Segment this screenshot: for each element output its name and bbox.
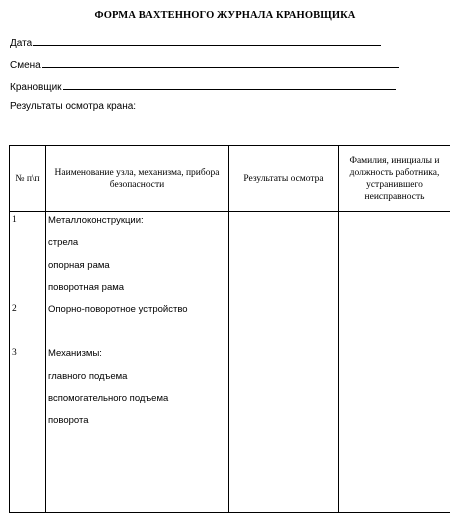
- num-column-cell: [10, 212, 46, 513]
- shift-label: Смена: [10, 60, 41, 71]
- table-body-row: [10, 212, 450, 513]
- node-name-column-cell: [46, 212, 229, 513]
- date-label: Дата: [10, 38, 32, 49]
- header-num: № п\п: [10, 146, 46, 212]
- date-entry-line[interactable]: [33, 36, 381, 46]
- list-item: стрела: [48, 237, 78, 248]
- operator-label: Крановщик: [10, 82, 62, 93]
- row-number: 2: [12, 304, 17, 314]
- header-node-name: Наименование узла, механизма, прибора безопасности: [46, 146, 229, 212]
- header-inspection-result: Результаты осмотра: [229, 146, 339, 212]
- header-responsible-worker: Фамилия, инициалы и должность работника, устранившего неисправность: [339, 146, 450, 212]
- list-item: главного подъема: [48, 371, 127, 382]
- form-title: ФОРМА ВАХТЕННОГО ЖУРНАЛА КРАНОВЩИКА: [0, 10, 450, 21]
- inspection-table: [9, 145, 450, 513]
- list-item: Опорно-поворотное устройство: [48, 304, 188, 315]
- operator-field: [10, 80, 396, 93]
- shift-field: [10, 58, 399, 71]
- date-field: [10, 36, 381, 49]
- inspection-result-cell[interactable]: [229, 212, 339, 513]
- list-item: опорная рама: [48, 260, 110, 271]
- shift-entry-line[interactable]: [42, 58, 399, 68]
- inspection-results-label: Результаты осмотра крана:: [10, 101, 136, 112]
- row-number: 1: [12, 215, 17, 225]
- list-item: поворотная рама: [48, 282, 124, 293]
- responsible-worker-cell[interactable]: [339, 212, 450, 513]
- operator-entry-line[interactable]: [63, 80, 396, 90]
- list-item: поворота: [48, 415, 89, 426]
- table-header-row: [10, 146, 450, 212]
- list-item: вспомогательного подъема: [48, 393, 168, 404]
- list-item: Металлоконструкции:: [48, 215, 144, 226]
- row-number: 3: [12, 348, 17, 358]
- list-item: Механизмы:: [48, 348, 102, 359]
